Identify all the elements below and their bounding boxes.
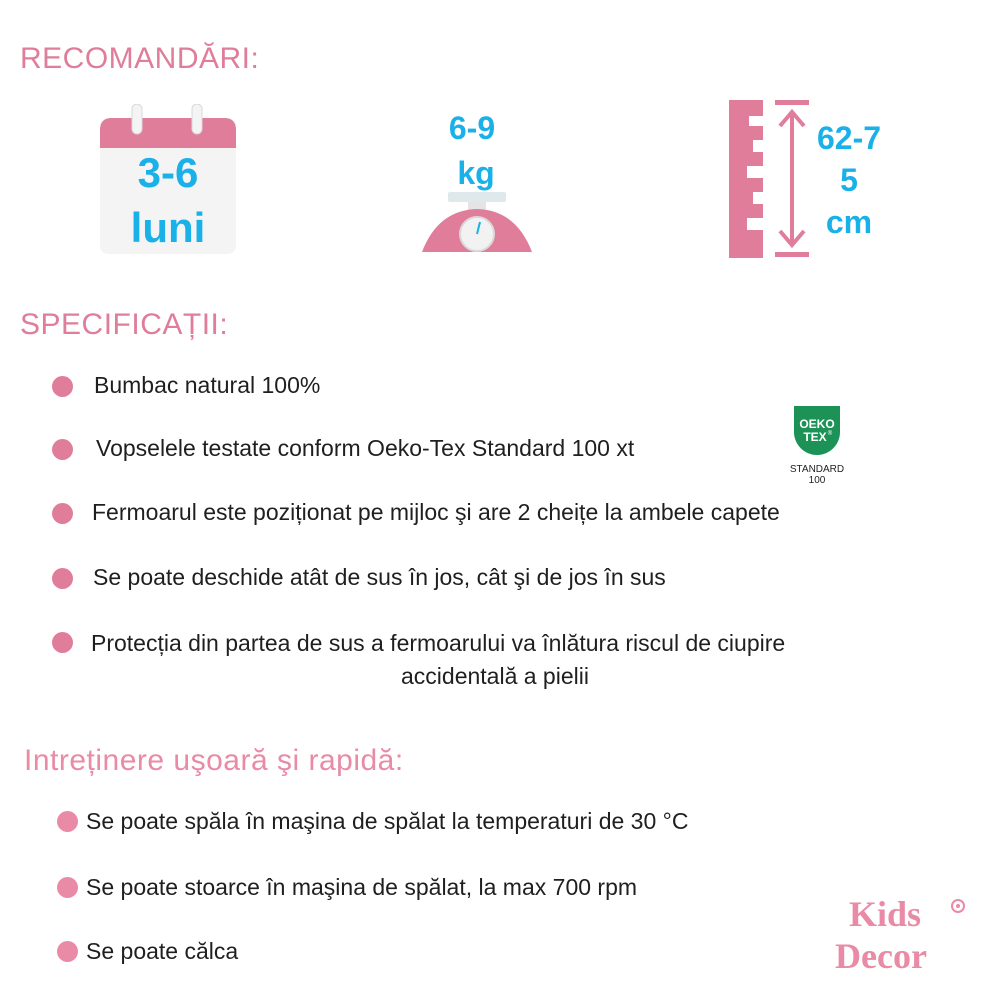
care-text: Se poate spăla în maşina de spălat la temperaturi de 30 °C	[86, 808, 689, 834]
bullet-dot	[52, 568, 73, 589]
care-text: Se poate călca	[86, 938, 239, 964]
oeko-label: STANDARD	[789, 464, 845, 475]
oeko-tex-badge	[782, 404, 852, 486]
height-unit: cm	[825, 204, 873, 240]
logo-line2: Decor	[835, 936, 927, 972]
height-range: 62-7	[816, 120, 882, 156]
care-title: Intreținere uşoară şi rapidă:	[24, 744, 404, 777]
recommendations-title: RECOMANDĂRI:	[20, 42, 260, 75]
specifications-title: SPECIFICAȚII:	[20, 308, 229, 341]
oeko-top: OEKO	[799, 417, 835, 431]
spec-text: Se poate deschide atât de sus în jos, cât şi de jos în sus	[93, 564, 666, 590]
scale-icon	[420, 108, 535, 258]
oeko-mark: ®	[827, 431, 833, 437]
kids-decor-logo	[833, 892, 973, 972]
bullet-dot	[57, 877, 78, 898]
logo-line1: Kids	[849, 894, 922, 934]
bullet-dot	[52, 632, 73, 653]
bullet-dot	[52, 503, 73, 524]
age-unit: luni	[130, 204, 206, 251]
spec-text: Fermoarul este poziționat pe mijloc şi are 2 cheițe la ambele capete	[92, 499, 780, 525]
calendar-icon	[98, 104, 238, 256]
spec-text: Bumbac natural 100%	[94, 372, 321, 398]
bullet-dot	[57, 811, 78, 832]
weight-range: 6-9	[448, 110, 496, 146]
oeko-number: 100	[808, 475, 826, 486]
oeko-mid: TEX	[803, 430, 827, 444]
spec-text: Vopselele testate conform Oeko-Tex Standard 100 xt	[96, 435, 635, 461]
spec-text: Protecția din partea de sus a fermoarului va înlătura riscul de ciupire	[91, 630, 786, 656]
bullet-dot	[52, 439, 73, 460]
age-range: 3-6	[137, 149, 199, 196]
height-range-cont: 5	[840, 162, 858, 198]
spec-text-cont: accidentală a pielii	[401, 663, 589, 689]
ruler-icon	[727, 100, 897, 260]
weight-unit: kg	[457, 155, 495, 191]
bullet-dot	[52, 376, 73, 397]
care-text: Se poate stoarce în maşina de spălat, la max 700 rpm	[86, 874, 638, 900]
bullet-dot	[57, 941, 78, 962]
